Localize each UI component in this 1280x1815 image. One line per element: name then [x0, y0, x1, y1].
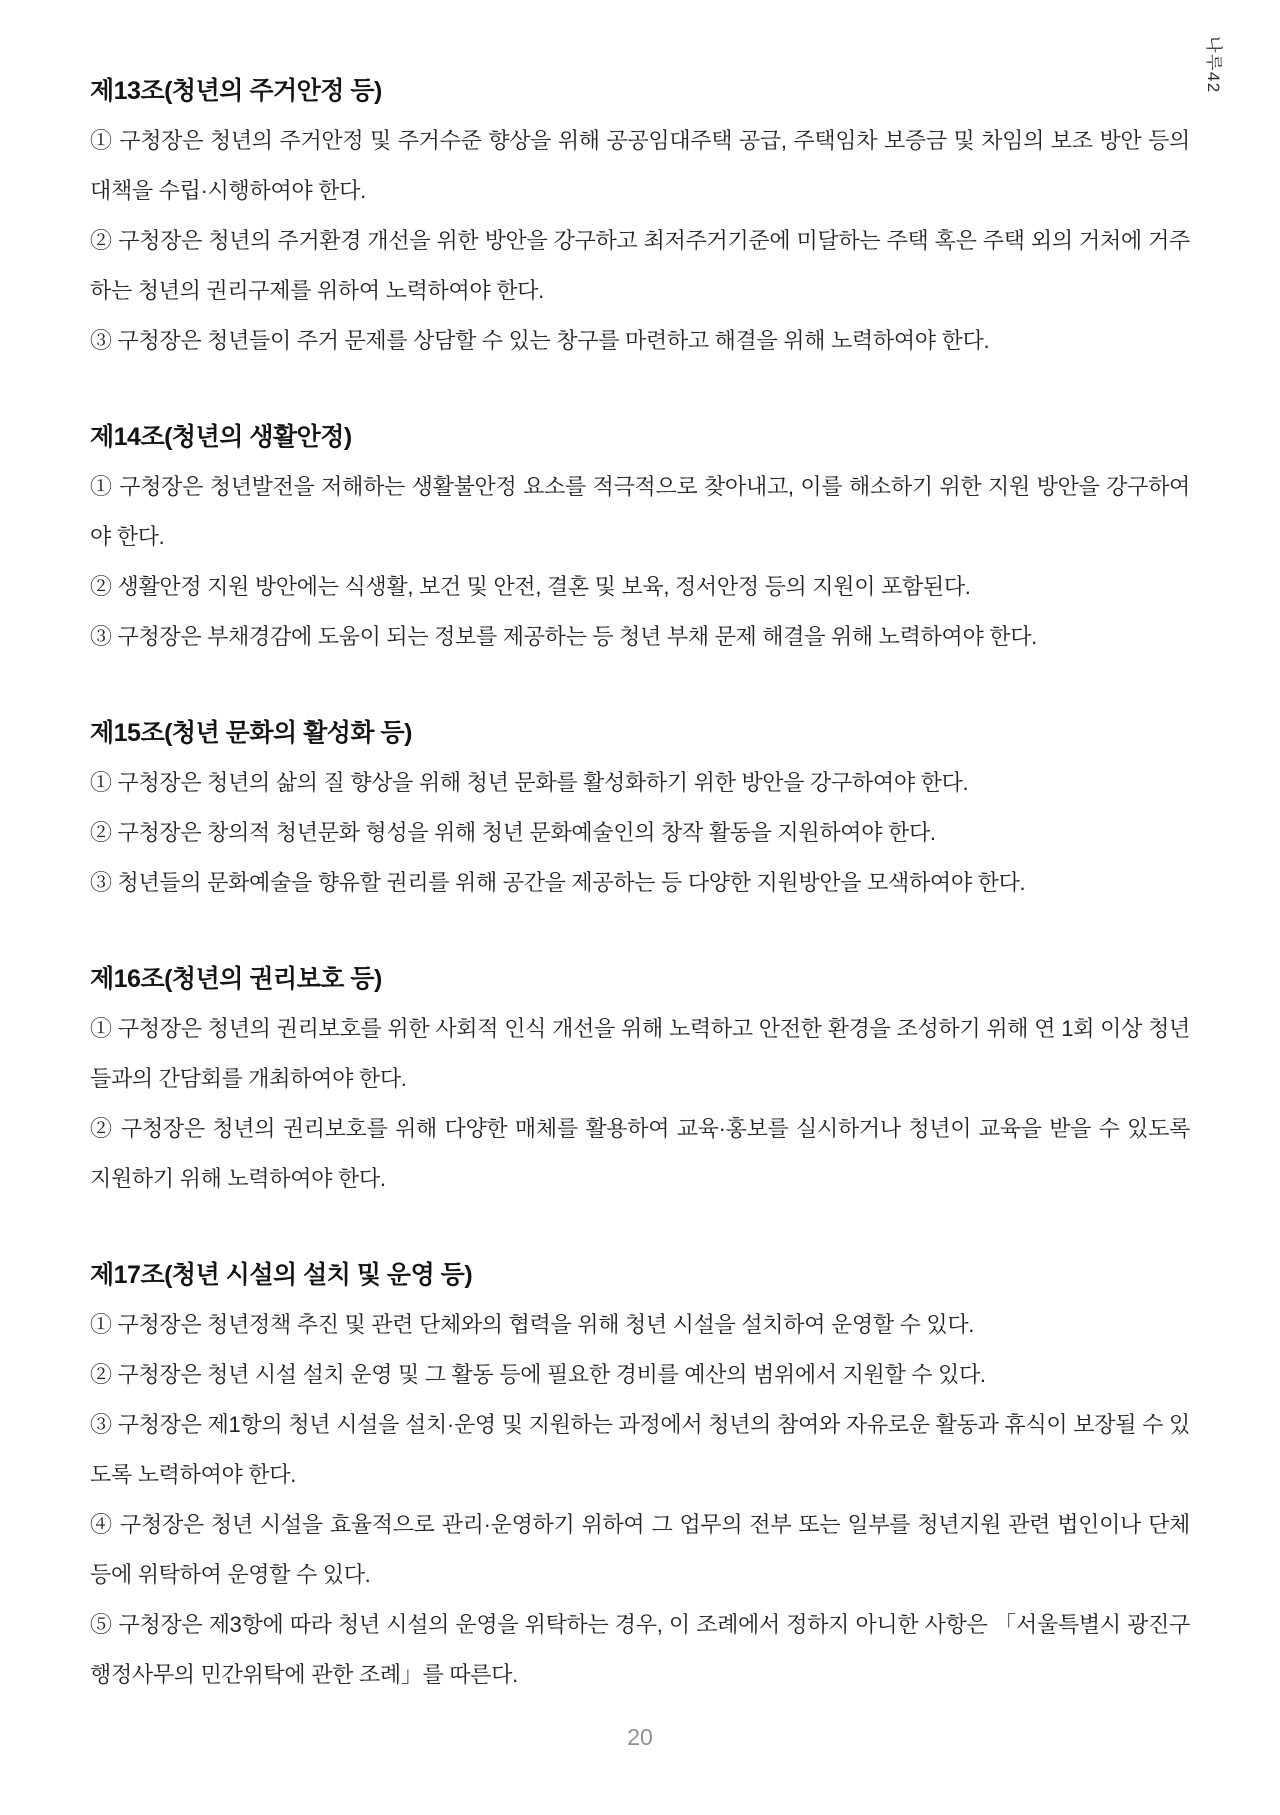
- article-paragraph: ③ 구청장은 제1항의 청년 시설을 설치·운영 및 지원하는 과정에서 청년의 참여와 자유로운 활동과 휴식이 보장될 수 있도록 노력하여야 한다.: [90, 1412, 1190, 1487]
- article-paragraph: ① 구청장은 청년의 주거안정 및 주거수준 향상을 위해 공공임대주택 공급, 주택임차 보증금 및 차임의 보조 방안 등의 대책을 수립·시행하여야 한다.: [90, 128, 1190, 203]
- article-section: [90, 708, 1190, 908]
- article-heading: 제13조(청년의 주거안정 등): [90, 77, 382, 105]
- article-paragraph: ② 구청장은 청년 시설 설치 운영 및 그 활동 등에 필요한 경비를 예산의 범위에서 지원할 수 있다.: [90, 1362, 986, 1387]
- article-paragraph: ② 구청장은 청년의 주거환경 개선을 위한 방안을 강구하고 최저주거기준에 미달하는 주택 혹은 주택 외의 거처에 거주하는 청년의 권리구제를 위하여 노력하여야 한다.: [90, 228, 1190, 303]
- side-label: 나루42: [1204, 36, 1223, 94]
- article-paragraph: ③ 구청장은 부채경감에 도움이 되는 정보를 제공하는 등 청년 부채 문제 해결을 위해 노력하여야 한다.: [90, 624, 1037, 649]
- article-section: [90, 66, 1190, 366]
- article-paragraph: ② 구청장은 창의적 청년문화 형성을 위해 청년 문화예술인의 창작 활동을 지원하여야 한다.: [90, 820, 936, 845]
- article-heading: 제14조(청년의 생활안정): [90, 423, 352, 451]
- article-paragraph: ② 생활안정 지원 방안에는 식생활, 보건 및 안전, 결혼 및 보육, 정서안정 등의 지원이 포함된다.: [90, 574, 971, 599]
- article-section: [90, 954, 1190, 1204]
- article-paragraph: ⑤ 구청장은 제3항에 따라 청년 시설의 운영을 위탁하는 경우, 이 조례에서 정하지 아니한 사항은 「서울특별시 광진구 행정사무의 민간위탁에 관한 조례」를 따른다.: [90, 1612, 1190, 1687]
- article-section: [90, 412, 1190, 662]
- article-paragraph: ③ 구청장은 청년들이 주거 문제를 상담할 수 있는 창구를 마련하고 해결을 위해 노력하여야 한다.: [90, 328, 990, 353]
- article-section: [90, 1250, 1190, 1700]
- article-paragraph: ② 구청장은 청년의 권리보호를 위해 다양한 매체를 활용하여 교육·홍보를 실시하거나 청년이 교육을 받을 수 있도록 지원하기 위해 노력하여야 한다.: [90, 1116, 1190, 1191]
- article-heading: 제15조(청년 문화의 활성화 등): [90, 719, 412, 747]
- article-heading: 제17조(청년 시설의 설치 및 운영 등): [90, 1261, 473, 1289]
- article-paragraph: ④ 구청장은 청년 시설을 효율적으로 관리·운영하기 위하여 그 업무의 전부 또는 일부를 청년지원 관련 법인이나 단체 등에 위탁하여 운영할 수 있다.: [90, 1512, 1190, 1587]
- article-paragraph: ③ 청년들의 문화예술을 향유할 권리를 위해 공간을 제공하는 등 다양한 지원방안을 모색하여야 한다.: [90, 870, 1026, 895]
- document-content: [90, 66, 1190, 1700]
- article-paragraph: ① 구청장은 청년발전을 저해하는 생활불안정 요소를 적극적으로 찾아내고, 이를 해소하기 위한 지원 방안을 강구하여야 한다.: [90, 474, 1190, 549]
- article-heading: 제16조(청년의 권리보호 등): [90, 965, 382, 993]
- article-paragraph: ① 구청장은 청년의 권리보호를 위한 사회적 인식 개선을 위해 노력하고 안전한 환경을 조성하기 위해 연 1회 이상 청년들과의 간담회를 개최하여야 한다.: [90, 1016, 1190, 1091]
- page-number: 20: [627, 1724, 653, 1750]
- article-paragraph: ① 구청장은 청년의 삶의 질 향상을 위해 청년 문화를 활성화하기 위한 방안을 강구하여야 한다.: [90, 770, 969, 795]
- article-paragraph: ① 구청장은 청년정책 추진 및 관련 단체와의 협력을 위해 청년 시설을 설치하여 운영할 수 있다.: [90, 1312, 975, 1337]
